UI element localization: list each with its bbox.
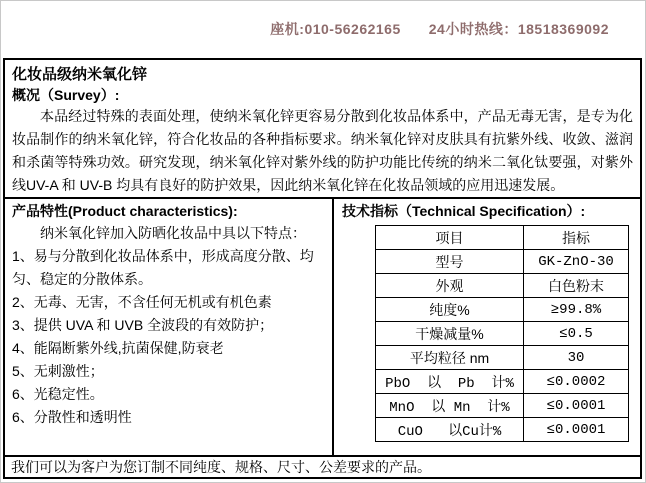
spec-header-item: 项目: [376, 226, 524, 250]
custom-order-note: 我们可以为客户为您订制不同纯度、规格、尺寸、公差要求的产品。: [5, 455, 640, 477]
spec-item: 纯度%: [376, 298, 524, 322]
product-item: 5、无刺激性；: [12, 363, 104, 379]
spec-value: ≤0.0001: [524, 418, 629, 442]
spec-value: ≤0.0001: [524, 394, 629, 418]
spec-value: 30: [524, 346, 629, 370]
table-row: [376, 370, 629, 394]
technical-specification-heading: 技术指标（Technical Specification）:: [342, 203, 586, 219]
survey-paragraph: 本品经过特殊的表面处理，使纳米氧化锌更容易分散到化妆品体系中，产品无毒无害，是专为化妆品制作的纳米氧化锌，符合化妆品的各种指标要求。纳米氧化锌对皮肤具有抗紫外线、收敛、滋润和杀菌等特殊功效。研究发现，纳米氧化锌对紫外线的防护功能比传统的纳米二氧化钛要强，对紫外线UV-A 和 UV-B 均具有良好的防护效果，因此纳米氧化锌在化妆品领域的应用迅速发展。: [12, 108, 633, 193]
spec-value: ≥99.8%: [524, 298, 629, 322]
contact-topbar: [1, 1, 645, 57]
hotline-number: 24小时热线：18518369092: [428, 21, 609, 37]
product-item: 2、无毒、无害，不含任何无机或有机色素: [12, 294, 272, 310]
spec-item: MnO 以 Mn 计%: [376, 394, 524, 418]
table-row: [376, 274, 629, 298]
spec-value: 白色粉末: [524, 274, 629, 298]
product-item: 3、提供 UVA 和 UVB 全波段的有效防护；: [12, 317, 274, 333]
spec-table-header-row: [376, 226, 629, 250]
spec-value: GK-ZnO-30: [524, 250, 629, 274]
product-characteristics-panel: [5, 199, 334, 455]
contact-info: [270, 19, 609, 39]
spec-value: ≤0.0002: [524, 370, 629, 394]
survey-heading: 概况（Survey）:: [12, 87, 120, 103]
product-characteristics-heading: 产品特性(Product characteristics):: [12, 203, 238, 219]
spec-header-value: 指标: [524, 226, 629, 250]
spec-item: CuO 以Cu计%: [376, 418, 524, 442]
spec-item: 外观: [376, 274, 524, 298]
product-item: 1、易与分散到化妆品体系中，形成高度分散、均匀、稳定的分散体系。: [12, 248, 314, 287]
table-row: [376, 298, 629, 322]
spec-table: [375, 225, 629, 442]
table-row: [376, 322, 629, 346]
product-intro: 纳米氧化锌加入防晒化妆品中具以下特点：: [40, 225, 306, 241]
columns-section: [5, 197, 640, 455]
product-item: 6、分散性和透明性: [12, 409, 132, 425]
spec-item: PbO 以 Pb 计%: [376, 370, 524, 394]
product-item: 4、能隔断紫外线,抗菌保健,防衰老: [12, 340, 224, 356]
table-row: [376, 394, 629, 418]
survey-section: [5, 60, 640, 197]
spec-sheet: [3, 58, 642, 479]
page-title: 化妆品级纳米氧化锌: [12, 66, 148, 83]
spec-item: 干燥减量%: [376, 322, 524, 346]
phone-number: 座机:010-56262165: [270, 21, 401, 37]
table-row: [376, 418, 629, 442]
product-item: 6、光稳定性。: [12, 386, 104, 402]
table-row: [376, 250, 629, 274]
spec-item: 平均粒径 nm: [376, 346, 524, 370]
technical-specification-panel: [334, 199, 640, 455]
spec-value: ≤0.5: [524, 322, 629, 346]
table-row: [376, 346, 629, 370]
spec-item: 型号: [376, 250, 524, 274]
